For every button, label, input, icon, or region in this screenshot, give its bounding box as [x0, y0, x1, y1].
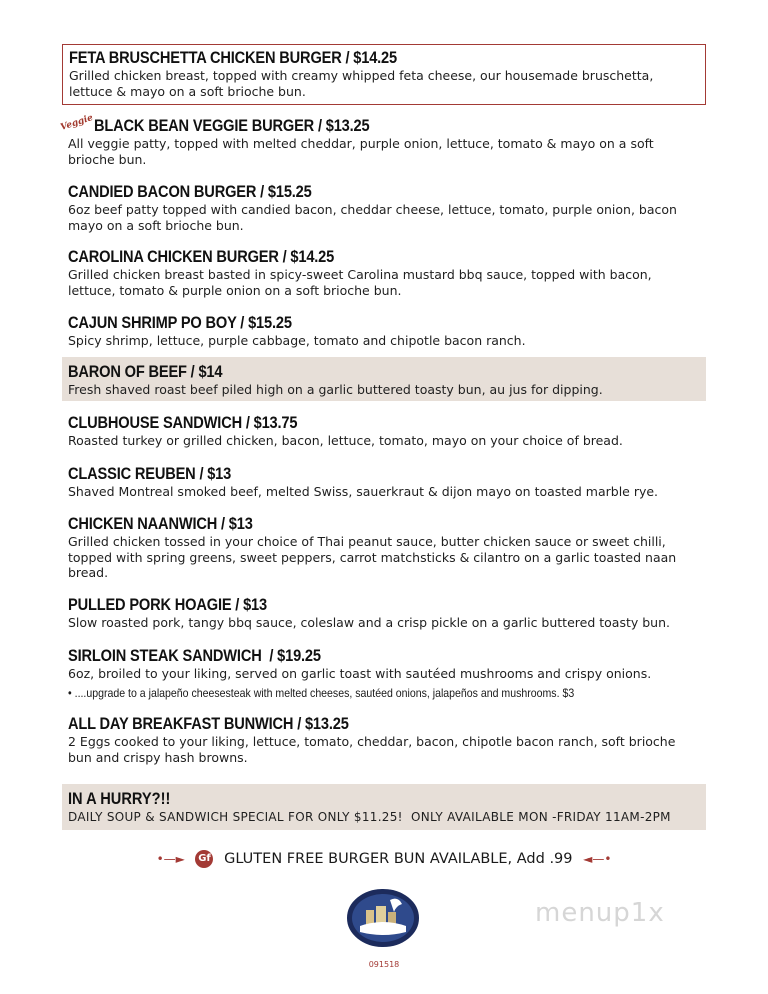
menu-item-pulled-pork [62, 594, 706, 631]
item-description: Shaved Montreal smoked beef, melted Swiss, sauerkraut & dijon mayo on toasted marble rye. [68, 484, 659, 499]
watermark: menup1x [535, 898, 665, 928]
item-description: Grilled chicken breast basted in spicy-sweet Carolina mustard bbq sauce, topped with bacon, lettuce, tomato & purple onion on a soft brioche bun. [68, 267, 652, 298]
item-description: All veggie patty, topped with melted cheddar, purple onion, lettuce, tomato & mayo on a soft brioche bun. [68, 136, 654, 167]
item-description: 2 Eggs cooked to your liking, lettuce, tomato, cheddar, bacon, chipotle bacon ranch, soft brioche bun and crispy hash browns. [68, 734, 676, 765]
hurry-special-box [62, 784, 706, 830]
item-description: Fresh shaved roast beef piled high on a garlic buttered toasty bun, au jus for dipping. [68, 382, 603, 397]
upgrade-note: • ....upgrade to a jalapeño cheesesteak with melted cheeses, sautéed onions, jalapeños and mushrooms. $3 [68, 685, 575, 700]
item-title: BARON OF BEEF / $14 [68, 362, 223, 381]
item-title: CAJUN SHRIMP PO BOY / $15.25 [68, 313, 292, 332]
menu-item-chicken-naanwich [62, 513, 706, 581]
menu-item-classic-reuben [62, 463, 706, 500]
veggie-tag: Veggie [59, 113, 95, 133]
menu-item-carolina-chicken [62, 246, 706, 298]
menu-item-cajun-shrimp [62, 312, 706, 349]
item-title: SIRLOIN STEAK SANDWICH / $19.25 [68, 646, 321, 665]
menu-item-baron-of-beef [62, 357, 706, 401]
item-title: ALL DAY BREAKFAST BUNWICH / $13.25 [68, 714, 349, 733]
item-title: PULLED PORK HOAGIE / $13 [68, 595, 267, 614]
menu-code: 091518 [368, 960, 400, 969]
menu-item-feta-bruschetta [62, 44, 706, 105]
arrow-right-icon: ◄—• [583, 852, 612, 866]
item-title: CHICKEN NAANWICH / $13 [68, 514, 253, 533]
menu-item-black-bean-veggie [59, 113, 706, 167]
item-title: CANDIED BACON BURGER / $15.25 [68, 182, 312, 201]
menu-item-clubhouse [62, 412, 706, 449]
item-title: CAROLINA CHICKEN BURGER / $14.25 [68, 247, 335, 266]
item-description: Roasted turkey or grilled chicken, bacon, lettuce, tomato, mayo on your choice of bread. [68, 433, 623, 448]
gluten-free-icon: Gf [195, 850, 213, 868]
menu-item-candied-bacon [62, 181, 706, 233]
item-description: Grilled chicken breast, topped with creamy whipped feta cheese, our housemade bruschetta, lettuce & mayo on a soft brioche bun. [69, 68, 654, 99]
item-title: BLACK BEAN VEGGIE BURGER / $13.25 [94, 116, 370, 135]
item-description: 6oz beef patty topped with candied bacon, cheddar cheese, lettuce, tomato, purple onion, bacon mayo on a soft brioche bun. [68, 202, 677, 233]
menu-item-sirloin-steak [62, 645, 706, 701]
item-description: Grilled chicken tossed in your choice of Thai peanut sauce, butter chicken sauce or sweet chilli, topped with spring greens, sweet peppers, carrot matchsticks & cilantro on a garlic toasted naan bread. [68, 534, 677, 580]
menu-item-breakfast-bunwich [62, 713, 706, 765]
arrow-left-icon: •—► [156, 852, 185, 866]
item-title: CLUBHOUSE SANDWICH / $13.75 [68, 413, 298, 432]
hurry-text: DAILY SOUP & SANDWICH SPECIAL FOR ONLY $11.25! ONLY AVAILABLE MON -FRIDAY 11AM-2PM [68, 810, 671, 824]
item-title: CLASSIC REUBEN / $13 [68, 464, 232, 483]
item-description: 6oz, broiled to your liking, served on garlic toast with sautéed mushrooms and crispy onions. [68, 666, 652, 681]
item-title: FETA BRUSCHETTA CHICKEN BURGER / $14.25 [69, 48, 397, 67]
gluten-free-note [0, 850, 768, 868]
item-description: Spicy shrimp, lettuce, purple cabbage, tomato and chipotle bacon ranch. [68, 333, 526, 348]
gluten-free-text: GLUTEN FREE BURGER BUN AVAILABLE, Add .99 [224, 851, 573, 867]
hurry-title: IN A HURRY?!! [68, 789, 171, 808]
item-description: Slow roasted pork, tangy bbq sauce, coleslaw and a crisp pickle on a garlic buttered toasty bun. [68, 615, 670, 630]
restaurant-logo [346, 888, 420, 948]
